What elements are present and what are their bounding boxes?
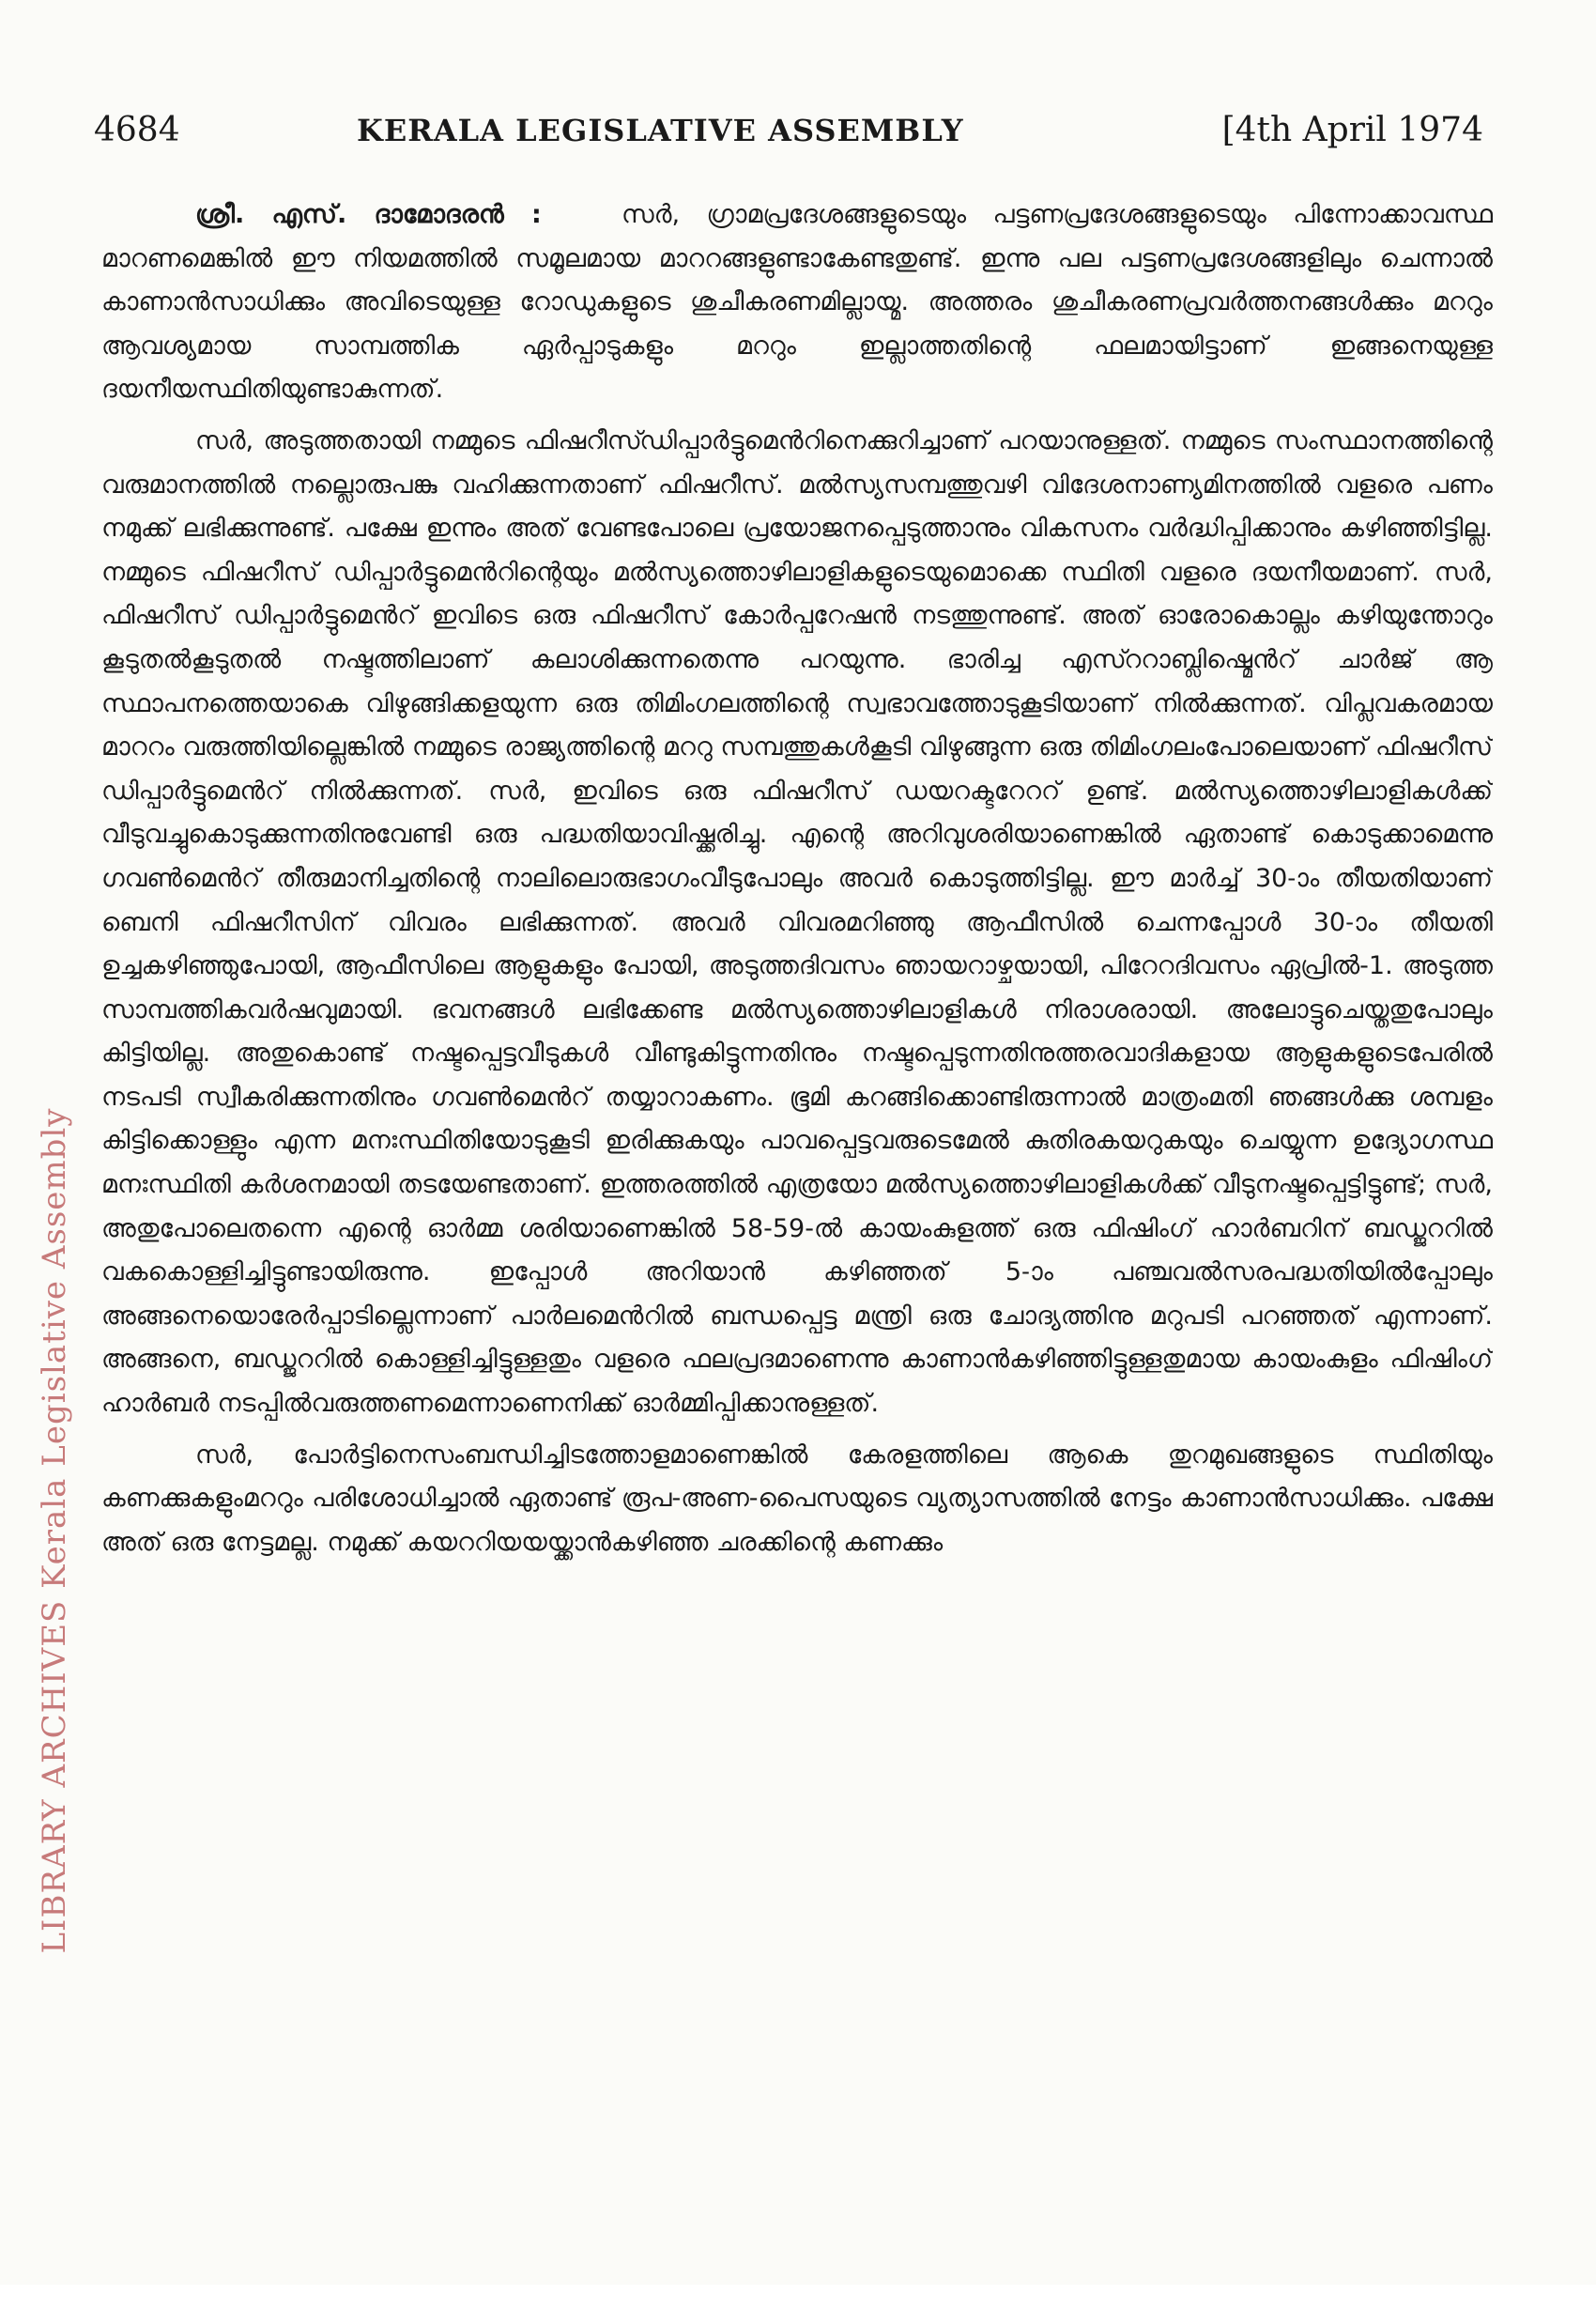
speech-body bbox=[101, 193, 1493, 2231]
running-title: KERALA LEGISLATIVE ASSEMBLY bbox=[357, 113, 964, 148]
paragraph-text: സർ, അടുത്തതായി നമ്മുടെ ഫിഷറീസ്ഡിപ്പാർട്ടുമെൻറിനെക്കുറിച്ചാണ് പറയാനുള്ളത്. നമ്മുടെ സംസ്ഥാനത്തിന്റെ വരുമാനത്തിൽ നല്ലൊരുപങ്കു വഹിക്കുന്നതാണ് ഫിഷറീസ്. മൽസ്യസമ്പത്തുവഴി വിദേശനാണ്യമിനത്തിൽ വളരെ പണം നമുക്ക് ലഭിക്കുന്നുണ്ട്. പക്ഷേ ഇന്നും അത് വേണ്ടപോലെ പ്രയോജനപ്പെടുത്താനും വികസനം വർദ്ധിപ്പിക്കാനും കഴിഞ്ഞിട്ടില്ല. നമ്മുടെ ഫിഷറീസ് ഡിപ്പാർട്ടുമെൻറിന്റെയും മൽസ്യത്തൊഴിലാളികളുടെയുമൊക്കെ സ്ഥിതി വളരെ ദയനീയമാണ്. സർ, ഫിഷറീസ് ഡിപ്പാർട്ടുമെൻറ് ഇവിടെ ഒരു ഫിഷറീസ് കോർപ്പറേഷൻ നടത്തുന്നുണ്ട്. അത് ഓരോകൊല്ലം കഴിയുന്തോറും കൂടുതൽകൂടുതൽ നഷ്ടത്തിലാണ് കലാശിക്കുന്നതെന്നു പറയുന്നു. ഭാരിച്ച എസ്ററാബ്ലിഷ്മെൻറ് ചാർജ് ആ സ്ഥാപനത്തെയാകെ വിഴുങ്ങിക്കളയുന്ന ഒരു തിമിംഗലത്തിന്റെ സ്വഭാവത്തോടുകൂടിയാണ് നിൽക്കുന്നത്. വിപ്ലവകരമായ മാററം വരുത്തിയില്ലെങ്കിൽ നമ്മുടെ രാജ്യത്തിന്റെ മററു സമ്പത്തുകൾകൂടി വിഴുങ്ങുന്ന ഒരു തിമിംഗലംപോലെയാണ് ഫിഷറീസ് ഡിപ്പാർട്ടുമെൻറ് നിൽക്കുന്നത്. സർ, ഇവിടെ ഒരു ഫിഷറീസ് ഡയറക്ടറേററ് ഉണ്ട്. മൽസ്യത്തൊഴിലാളികൾക്ക് വീടുവച്ചുകൊടുക്കുന്നതിനുവേണ്ടി ഒരു പദ്ധതിയാവിഷ്ക്കരിച്ചു. എന്റെ അറിവുശരിയാണെങ്കിൽ ഏതാണ്ട് കൊടുക്കാമെന്നു ഗവൺമെൻറ് തീരുമാനിച്ചതിന്റെ നാലിലൊരുഭാഗംവീടുപോലും അവർ കൊടുത്തിട്ടില്ല. ഈ മാർച്ച് 30-ാം തീയതിയാണ് ബെനി ഫിഷറീസിന് വിവരം ലഭിക്കുന്നത്. അവർ വിവരമറിഞ്ഞു ആഫീസിൽ ചെന്നപ്പോൾ 30-ാം തീയതി ഉച്ചകഴിഞ്ഞുപോയി, ആഫീസിലെ ആളുകളും പോയി, അടുത്തദിവസം ഞായറാഴ്ചയായി, പിറേറദിവസം ഏപ്രിൽ-1. അടുത്ത സാമ്പത്തികവർഷവുമായി. ഭവനങ്ങൾ ലഭിക്കേണ്ട മൽസ്യത്തൊഴിലാളികൾ നിരാശരായി. അലോട്ടുചെയ്തതുപോലും കിട്ടിയില്ല. അതുകൊണ്ട് നഷ്ടപ്പെട്ടവീടുകൾ വീണ്ടുകിട്ടുന്നതിനും നഷ്ടപ്പെടുന്നതിനുത്തരവാദികളായ ആളുകളുടെപേരിൽ നടപടി സ്വീകരിക്കുന്നതിനും ഗവൺമെൻറ് തയ്യാറാകണം. ഭൂമി കറങ്ങിക്കൊണ്ടിരുന്നാൽ മാത്രംമതി ഞങ്ങൾക്കു ശമ്പളം കിട്ടിക്കൊള്ളും എന്ന മനഃസ്ഥിതിയോടുകൂടി ഇരിക്കുകയും പാവപ്പെട്ടവരുടെമേൽ കുതിരകയറുകയും ചെയ്യുന്ന ഉദ്യോഗസ്ഥ മനഃസ്ഥിതി കർശനമായി തടയേണ്ടതാണ്. ഇത്തരത്തിൽ എത്രയോ മൽസ്യത്തൊഴിലാളികൾക്ക് വീടുനഷ്ടപ്പെട്ടിട്ടുണ്ട്; സർ, അതുപോലെതന്നെ എന്റെ ഓർമ്മ ശരിയാണെങ്കിൽ 58-59-ൽ കായംകുളത്ത് ഒരു ഫിഷിംഗ് ഹാർബറിന് ബഡ്ജററിൽ വകകൊള്ളിച്ചിട്ടുണ്ടായിരുന്നു. ഇപ്പോൾ അറിയാൻ കഴിഞ്ഞത് 5-ാം പഞ്ചവൽസരപദ്ധതിയിൽപ്പോലും അങ്ങനെയൊരേർപ്പാടില്ലെന്നാണ് പാർലമെൻറിൽ ബന്ധപ്പെട്ട മന്ത്രി ഒരു ചോദ്യത്തിനു മറുപടി പറഞ്ഞത് എന്നാണ്. അങ്ങനെ, ബഡ്ജററിൽ കൊള്ളിച്ചിട്ടുള്ളതും വളരെ ഫലപ്രദമാണെന്നു കാണാൻകഴിഞ്ഞിട്ടുള്ളതുമായ കായംകുളം ഫിഷിംഗ് ഹാർബർ നടപ്പിൽവരുത്തണമെന്നാണെനിക്ക് ഓർമ്മിപ്പിക്കാനുള്ളത്. bbox=[101, 425, 1493, 1419]
speech-paragraph bbox=[101, 1434, 1493, 1565]
page-number: 4684 bbox=[94, 111, 180, 149]
paragraph-text: സർ, ഗ്രാമപ്രദേശങ്ങളുടെയും പട്ടണപ്രദേശങ്ങളുടെയും പിന്നോക്കാവസ്ഥ മാറണമെങ്കിൽ ഈ നിയമത്തിൽ സമൂലമായ മാററങ്ങളുണ്ടാകേണ്ടതുണ്ട്. ഇന്നു പല പട്ടണപ്രദേശങ്ങളിലും ചെന്നാൽ കാണാൻസാധിക്കും അവിടെയുള്ള റോഡുകളുടെ ശുചീകരണമില്ലായ്മ. അത്തരം ശുചീകരണപ്രവർത്തനങ്ങൾക്കും മററും ആവശ്യമായ സാമ്പത്തിക ഏർപ്പാടുകളും മററും ഇല്ലാത്തതിന്റെ ഫലമായിട്ടാണ് ഇങ്ങനെയുള്ള ദയനീയസ്ഥിതിയുണ്ടാകുന്നത്. bbox=[101, 200, 1493, 405]
page-header bbox=[94, 111, 1483, 167]
archive-watermark: LIBRARY ARCHIVES Kerala Legislative Assembly bbox=[36, 1107, 73, 1954]
paragraph-text: സർ, പോർട്ടിനെസംബന്ധിച്ചിടത്തോളമാണെങ്കിൽ കേരളത്തിലെ ആകെ തുറമുഖങ്ങളുടെ സ്ഥിതിയും കണക്കുകളുംമററും പരിശോധിച്ചാൽ ഏതാണ്ട് രൂപ-അണ-പൈസയുടെ വ്യത്യാസത്തിൽ നേട്ടം കാണാൻസാധിക്കും. പക്ഷേ അത് ഒരു നേട്ടമല്ല. നമുക്ക് കയററിയയയ്ക്കാൻകഴിഞ്ഞ ചരക്കിന്റെ കണക്കും bbox=[101, 1440, 1493, 1557]
header-date: [4th April 1974 bbox=[1221, 111, 1483, 149]
speaker-name: ശ്രീ. എസ്. ദാമോദരൻ : bbox=[195, 200, 542, 229]
speech-paragraph bbox=[101, 420, 1493, 1426]
speech-paragraph bbox=[101, 193, 1493, 412]
